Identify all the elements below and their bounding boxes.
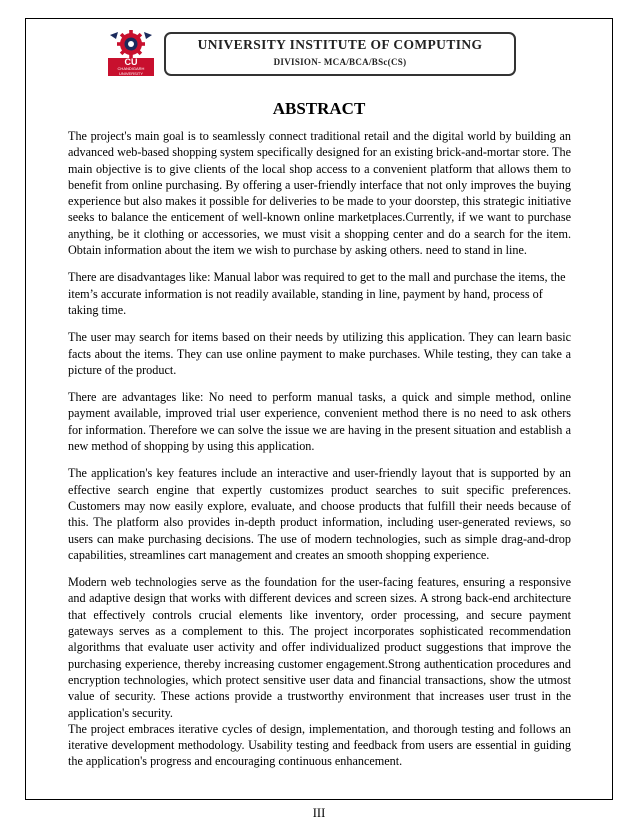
page-number: III [312,806,326,820]
institute-title: UNIVERSITY INSTITUTE OF COMPUTING [197,37,483,52]
logo-emblem [106,30,156,58]
logo-subtitle-line-2: UNIVERSITY [118,70,143,76]
paragraph-key-features: The application's key features include an interactive and user-friendly layout that is supported by an effective search engine that expertly customizes product searches to suit specific preferences. Customers may now easily explore, evaluate, and choose products that fulfill their needs because of this. The platform also provides in-depth product information, including user-generated reviews, so users can make purchasing decisions. The use of modern technologies, such as simple drag-and-drop capabilities, streamlines cart management and creates an smooth shopping experience. [68,466,571,562]
logo-gear-icon [106,30,156,58]
paragraph-user-search: The user may search for items based on their needs by utilizing this application. They can learn basic facts about the items. They can use online payment to make purchases. While testing, they can take a picture of the product. [68,330,571,377]
paragraph-methodology: The project embraces iterative cycles of design, implementation, and thorough testing and follows an iterative development methodology. Usability testing and feedback from users are essential in guiding the application's progress and encouraging continuous enhancement. [68,721,571,769]
abstract-heading: ABSTRACT [272,99,366,118]
paragraph-disadvantages: There are disadvantages like: Manual labor was required to get to the mall and purchase the items, the item’s accurate information is not readily available, standing in line, payment by hand, process of taking time. [68,270,566,317]
logo-text: CU [124,57,138,67]
paragraph-advantages: There are advantages like: No need to perform manual tasks, a quick and simple method, online payment available, improved trial user experience, convenient method there is no need to ask others for information. Therefore we can solve the issue we are having in the present situation and establish a new method of shopping by using this application. [68,390,571,454]
abstract-body [68,128,571,770]
division-line: DIVISION- MCA/BCA/BSc(CS) [273,57,407,67]
university-logo [106,30,156,76]
logo-subtitle-line-1: CHANDIGARH [117,66,145,71]
logo-banner [108,58,154,76]
paragraph-goal: The project's main goal is to seamlessly connect traditional retail and the digital world by building an advanced web-based shopping system specifically designed for an existing brick-and-mortar store. The main objective is to give clients of the local shop access to a convenient platform that allows them to benefit from online purchasing. By offering a user-friendly interface that not only improves the buying experience but also makes it possible for deliveries to be made to your doorstep, this strategic initiative seeks to balance the enticement of well-known online marketplaces.Currently, if we want to purchase anything, be it clothing or accessories, we must visit a shopping center and do a search for the item. Obtain information about the item we wish to purchase by asking others. need to stand in line. [68,129,571,258]
header-box [164,32,516,76]
paragraph-technologies: Modern web technologies serve as the foundation for the user-facing features, ensuring a responsive and adaptive design that works with different devices and screen sizes. A strong back-end architecture that effectively controls crucial elements like inventory, order processing, and secure payment gateways serves as a complement to this. The project incorporates sophisticated recommendation algorithms that evaluate user activity and offer individualized product suggestions that improve the purchasing experience, thereby increasing customer engagement.Strong authentication procedures and encryption technologies, which protect sensitive user data and financial transactions, show the utmost value of security. These actions provide a trustworthy environment that increases user trust in the application's security. [68,575,571,720]
